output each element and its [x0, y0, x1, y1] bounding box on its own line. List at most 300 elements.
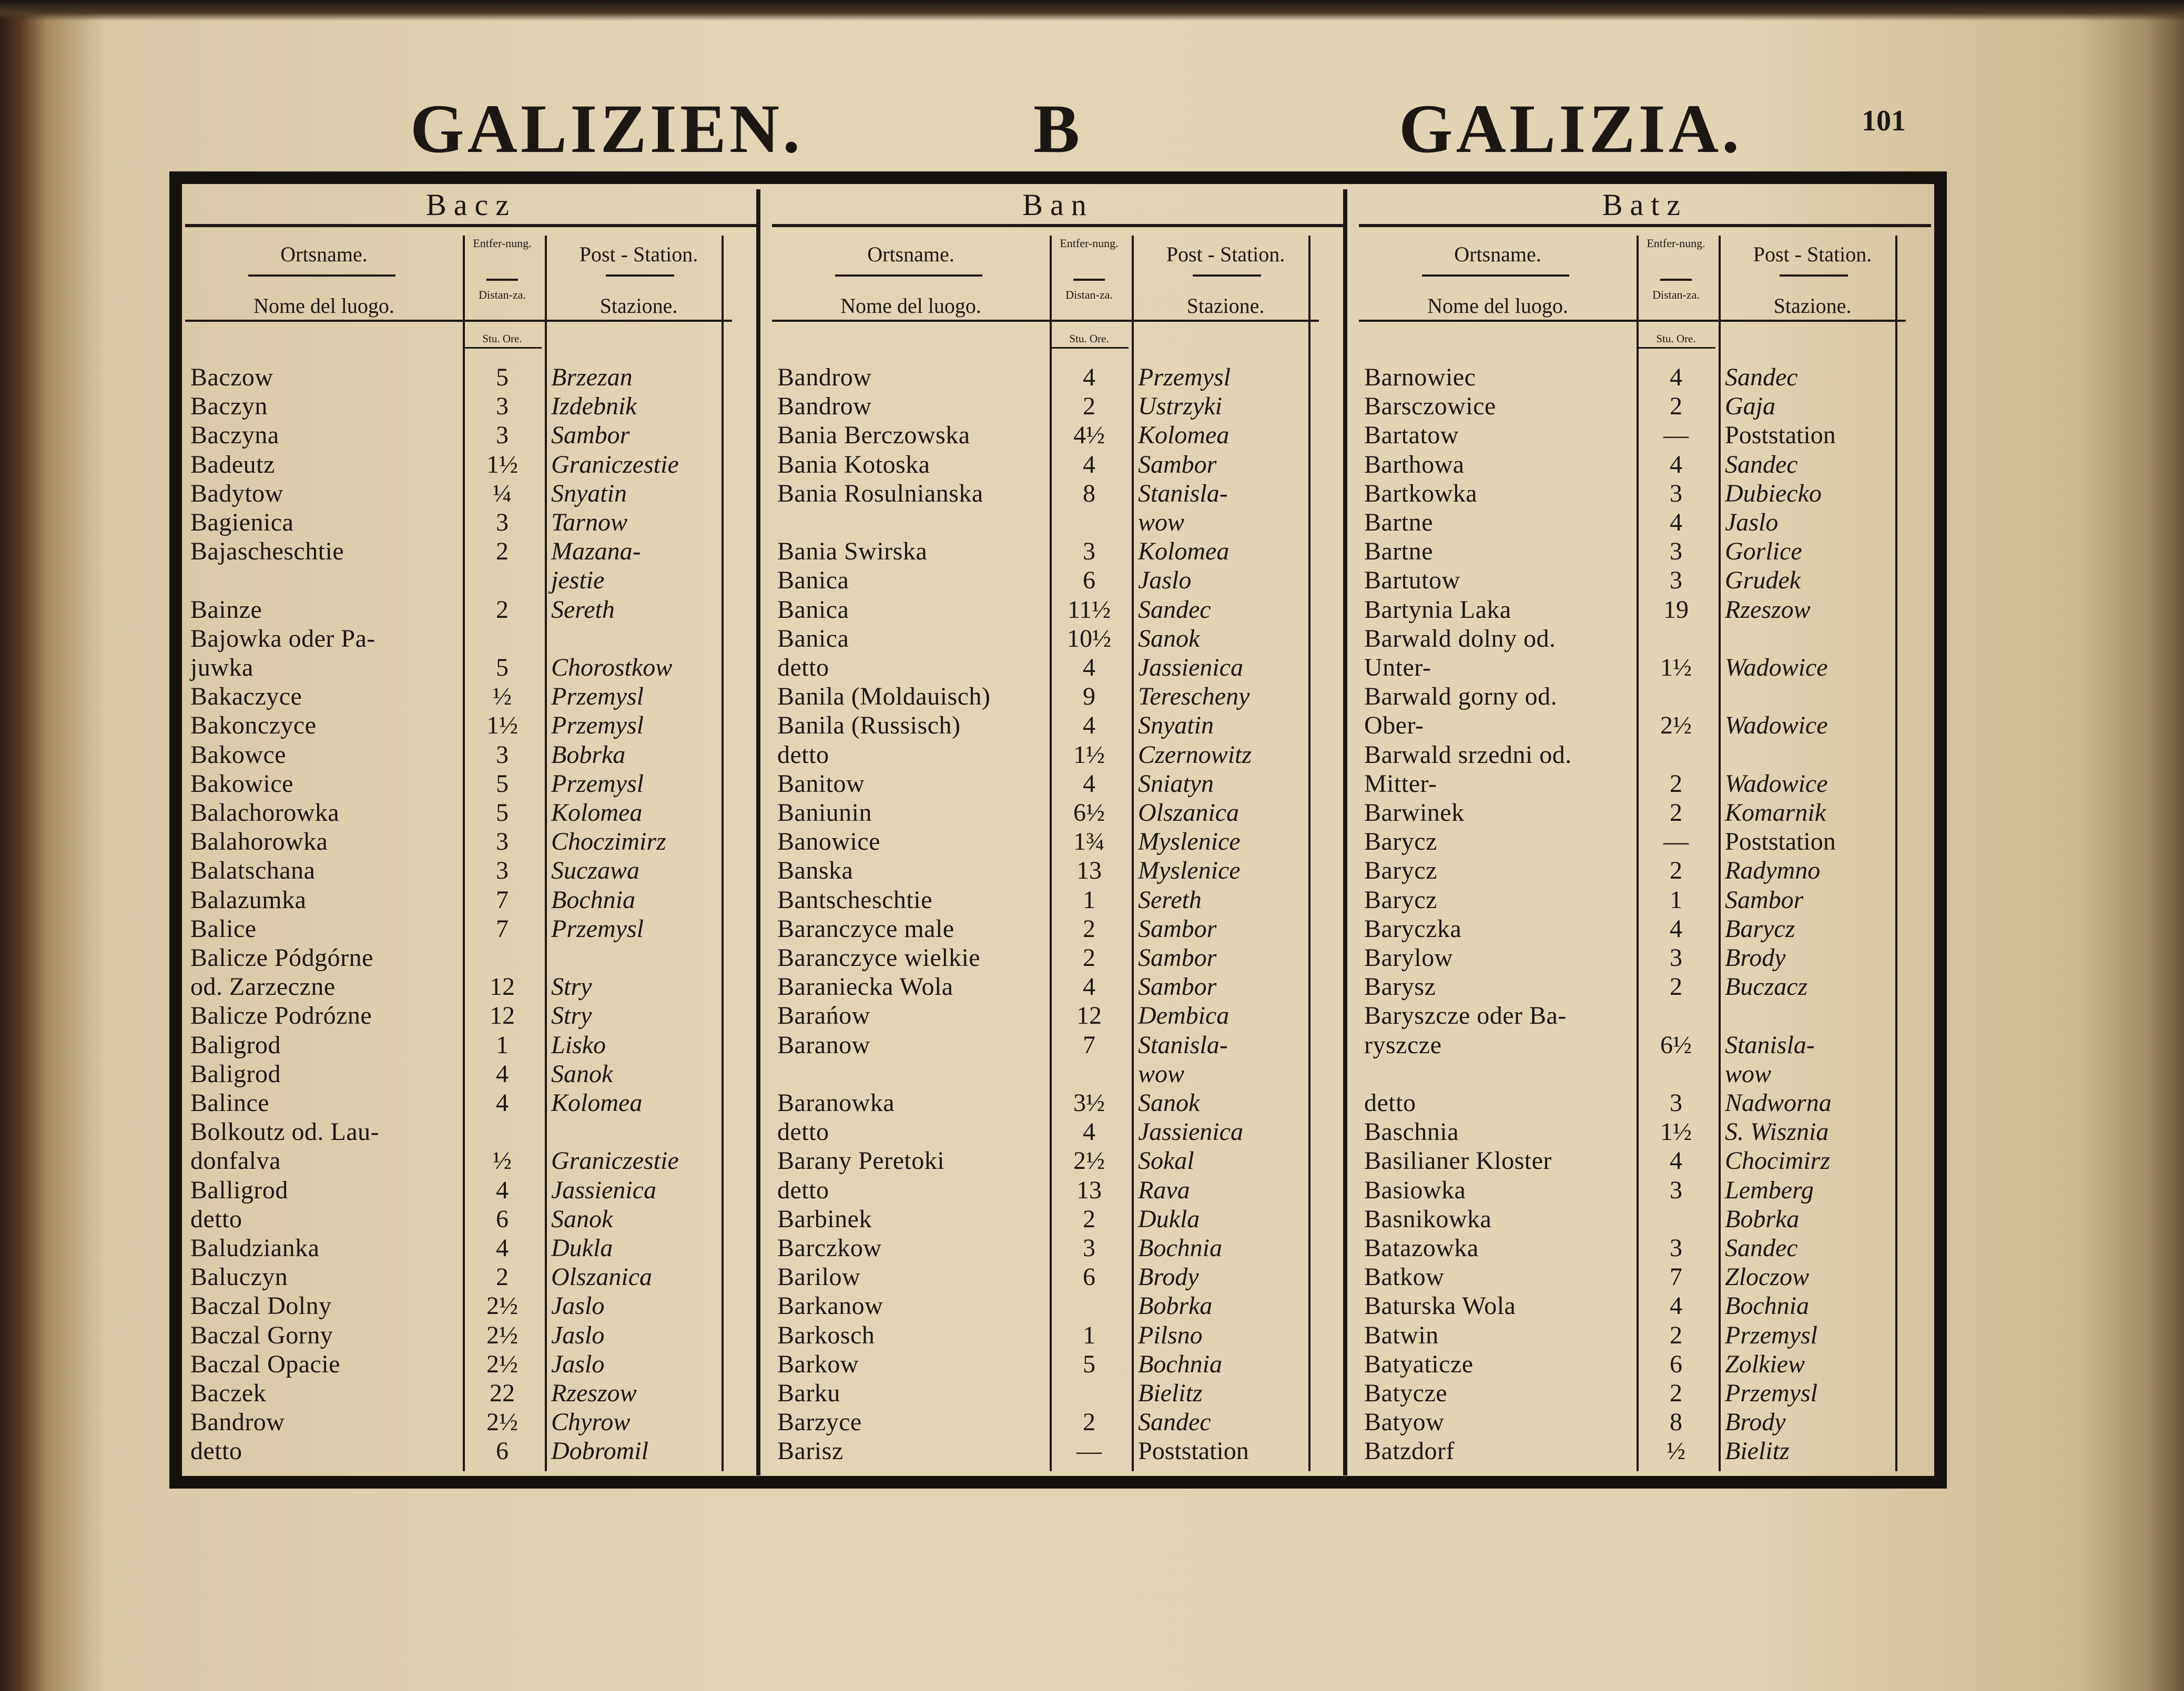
post-station: Sanok	[551, 1060, 613, 1088]
place-name: Balicze Podrózne	[190, 1002, 372, 1030]
column-header-dist-de: Entfer-nung.	[1647, 237, 1705, 250]
column-header-rule	[1073, 279, 1105, 281]
place-name: Barańow	[777, 1002, 870, 1030]
table-row	[1359, 1379, 1931, 1408]
place-name: Balicze Pódgórne	[190, 944, 373, 972]
distance: 3	[496, 740, 509, 769]
place-name: Baschnia	[1364, 1118, 1459, 1146]
place-name: Basilianer Kloster	[1364, 1147, 1552, 1175]
column-header-post-de: Post - Station.	[579, 242, 698, 266]
distance: 3	[1670, 1089, 1682, 1117]
table-row	[772, 740, 1344, 770]
table-row	[185, 624, 757, 654]
table-row	[772, 1001, 1344, 1031]
place-name: Banitow	[777, 769, 865, 798]
distance: 22	[490, 1379, 515, 1407]
distance: 6	[1670, 1350, 1682, 1378]
post-station: Bochnia	[551, 885, 635, 914]
place-name: Balatschana	[190, 857, 316, 885]
post-station: Poststation	[1725, 828, 1836, 856]
place-name: Bakowce	[190, 740, 287, 769]
table-row	[1359, 1291, 1931, 1321]
table-row	[772, 1234, 1344, 1263]
post-station: Sandec	[1725, 363, 1798, 391]
distance: 2	[1670, 857, 1682, 885]
distance: 5	[1083, 1350, 1095, 1378]
distance: 1½	[486, 450, 518, 478]
place-name: Barwald dolny od.	[1364, 624, 1556, 653]
place-name: Batycze	[1364, 1379, 1448, 1407]
distance: 13	[1076, 1176, 1102, 1204]
distance: 2	[1083, 944, 1095, 972]
distance: 5	[496, 363, 509, 391]
table-row	[772, 1205, 1344, 1234]
post-station: Jaslo	[1725, 508, 1779, 536]
post-station: Poststation	[1725, 421, 1836, 450]
post-station: Sandec	[1138, 1408, 1211, 1437]
table-row	[185, 595, 757, 625]
place-name: Barkanow	[777, 1292, 883, 1320]
post-station: Izdebnik	[551, 392, 637, 421]
table-row	[1359, 450, 1931, 480]
distance: 1½	[1073, 740, 1105, 769]
place-name: Badeutz	[190, 450, 275, 478]
place-name: Bandrow	[777, 363, 872, 391]
distance: 5	[496, 769, 509, 798]
post-station: Sereth	[1138, 885, 1202, 914]
place-name: Barwinek	[1364, 799, 1465, 827]
column-header-rule	[1780, 274, 1848, 277]
place-name: Baligrod	[190, 1060, 281, 1088]
column-header-post-it: Stazione.	[1773, 294, 1852, 318]
table-row	[185, 1234, 757, 1263]
column-header-post-it: Stazione.	[1186, 294, 1265, 318]
distance: 4	[1670, 1147, 1682, 1175]
distance: 1	[1670, 885, 1682, 914]
table-row	[772, 943, 1344, 973]
section-title: Batz	[1602, 188, 1688, 222]
distance: 7	[496, 885, 509, 914]
distance: 2	[496, 595, 509, 624]
place-name: detto	[777, 740, 829, 769]
table-row	[185, 711, 757, 740]
table-row	[1359, 624, 1931, 654]
table-row	[772, 1379, 1344, 1408]
distance: 10½	[1067, 624, 1111, 653]
distance: 7	[496, 914, 509, 943]
place-name: Barycz	[1364, 857, 1437, 885]
table-row	[185, 972, 757, 1002]
place-name: detto	[777, 1176, 829, 1204]
place-name: Basnikowka	[1364, 1205, 1492, 1233]
distance: —	[1663, 828, 1689, 856]
place-name: Balazumka	[190, 885, 307, 914]
column-header-dist-it: Distan-za.	[1652, 288, 1700, 301]
table-row	[772, 624, 1344, 654]
column-header-rule	[486, 279, 518, 281]
table-row	[185, 653, 757, 682]
place-name: od. Zarzeczne	[190, 973, 336, 1001]
post-station: Sambor	[551, 421, 630, 450]
table-row	[185, 1117, 757, 1147]
post-station: Mazana-	[551, 537, 641, 566]
column-header-rule	[1193, 274, 1261, 277]
distance: 12	[1076, 1002, 1102, 1030]
distance: 2	[1083, 914, 1095, 943]
place-name: Bakonczyce	[190, 711, 317, 740]
post-station: Brody	[1138, 1263, 1199, 1291]
table-row	[1359, 363, 1931, 392]
distance: 6	[1083, 1263, 1095, 1291]
place-name: Barycz	[1364, 885, 1437, 914]
column-header-rule	[248, 274, 395, 277]
table-row	[1359, 653, 1931, 682]
table-row	[1359, 1176, 1931, 1205]
post-station: Chocimirz	[1725, 1147, 1831, 1175]
distance: 3	[496, 392, 509, 421]
table-row	[772, 1088, 1344, 1118]
post-station: Sandec	[1725, 450, 1798, 478]
distance: 8	[1083, 479, 1095, 507]
post-station: Graniczestie	[551, 450, 679, 478]
table-row	[185, 508, 757, 537]
place-name: Mitter-	[1364, 769, 1437, 798]
table-row	[1359, 479, 1931, 508]
column-header-name-it: Nome del luogo.	[840, 294, 981, 318]
table-row	[185, 885, 757, 915]
table-row	[1359, 914, 1931, 944]
place-name: Banica	[777, 566, 849, 595]
post-station: Dembica	[1138, 1002, 1230, 1030]
table-row	[772, 595, 1344, 625]
post-station: Myslenice	[1138, 828, 1241, 856]
table-row	[185, 566, 757, 595]
distance: 2½	[486, 1292, 518, 1320]
distance: 2½	[1073, 1147, 1105, 1175]
distance: 2	[1670, 799, 1682, 827]
place-name: Baligrod	[190, 1031, 281, 1059]
place-name: Baczal Dolny	[190, 1292, 332, 1320]
post-station: Jassienica	[551, 1176, 656, 1204]
table-row	[1359, 711, 1931, 740]
distance: 4	[1083, 1118, 1095, 1146]
table-row	[1359, 1408, 1931, 1437]
table-row	[1359, 1350, 1931, 1379]
distance: 4	[496, 1234, 509, 1262]
post-station: Stry	[551, 1002, 592, 1030]
place-name: Baryczka	[1364, 914, 1462, 943]
header-bottom-rule	[185, 320, 732, 322]
place-name: Baludzianka	[190, 1234, 320, 1262]
table-row	[772, 1117, 1344, 1147]
post-station: jestie	[551, 566, 605, 595]
post-station: Grudek	[1725, 566, 1801, 595]
place-name: Barku	[777, 1379, 840, 1407]
post-station: Brody	[1725, 1408, 1786, 1437]
distance: 4	[1083, 654, 1095, 681]
distance: 5	[496, 799, 509, 827]
table-row	[1359, 1146, 1931, 1176]
post-station: Stanisla-	[1725, 1031, 1815, 1059]
table-row	[1359, 1234, 1931, 1263]
section-title-rule	[1359, 224, 1931, 227]
distance: 4	[1670, 363, 1682, 391]
place-name: Batyow	[1364, 1408, 1445, 1437]
table-row	[1359, 1117, 1931, 1147]
place-name: Baluczyn	[190, 1263, 288, 1291]
table-row	[185, 1001, 757, 1031]
distance: 4	[1083, 769, 1095, 798]
table-row	[1359, 1031, 1931, 1060]
post-station: Jassienica	[1138, 1118, 1243, 1146]
distance: 2	[496, 1263, 509, 1291]
distance: 3½	[1073, 1089, 1105, 1117]
place-name: Bajowka oder Pa-	[190, 624, 375, 653]
place-name: Badytow	[190, 479, 283, 507]
table-row	[185, 1379, 757, 1408]
post-station: Komarnik	[1725, 799, 1826, 827]
post-station: Kolomea	[551, 799, 643, 827]
distance: 2	[1670, 392, 1682, 421]
distance: 1	[496, 1031, 509, 1059]
place-name: Batwin	[1364, 1321, 1439, 1349]
table-row	[1359, 1205, 1931, 1234]
post-station: Stry	[551, 973, 592, 1001]
post-station: Gaja	[1725, 392, 1775, 421]
post-station: Snyatin	[551, 479, 627, 507]
post-station: Sokal	[1138, 1147, 1194, 1175]
table-row	[772, 1060, 1344, 1089]
table-row	[1359, 508, 1931, 537]
place-name: juwka	[190, 654, 253, 681]
column-header-dist-de: Entfer-nung.	[1060, 237, 1119, 250]
section-title: Bacz	[426, 188, 516, 222]
post-station: Sandec	[1138, 595, 1211, 624]
distance: 3	[1670, 537, 1682, 566]
distance: 6½	[1660, 1031, 1692, 1059]
page-number: 101	[1862, 105, 1906, 137]
table-row	[185, 537, 757, 566]
place-name: Baranowka	[777, 1089, 895, 1117]
column-header-rule	[835, 274, 982, 277]
post-station: Przemysl	[1725, 1379, 1817, 1407]
table-row	[772, 1408, 1344, 1437]
distance: 2½	[1660, 711, 1692, 740]
place-name: Banila (Russisch)	[777, 711, 961, 740]
place-name: Barylow	[1364, 944, 1453, 972]
place-name: Baczyna	[190, 421, 279, 450]
table-row	[185, 943, 757, 973]
distance: 4½	[1073, 421, 1105, 450]
section-bacz	[185, 189, 757, 1478]
distance: 6½	[1073, 799, 1105, 827]
post-station: Jaslo	[1138, 566, 1192, 595]
place-name: Bania Swirska	[777, 537, 928, 566]
place-name: Bantscheschtie	[777, 885, 932, 914]
table-row	[1359, 1088, 1931, 1118]
place-name: Bartatow	[1364, 421, 1459, 450]
place-name: Barzyce	[777, 1408, 862, 1437]
place-name: Barthowa	[1364, 450, 1465, 478]
place-name: Barbinek	[777, 1205, 872, 1233]
table-row	[772, 363, 1344, 392]
post-station: Przemysl	[551, 682, 644, 711]
place-name: Barwald gorny od.	[1364, 682, 1558, 711]
distance: 1	[1083, 885, 1095, 914]
post-station: Bochnia	[1725, 1292, 1809, 1320]
distance: 9	[1083, 682, 1095, 711]
distance: 2½	[486, 1408, 518, 1437]
place-name: Baczek	[190, 1379, 267, 1407]
place-name: Bartutow	[1364, 566, 1460, 595]
distance: 3	[1670, 1176, 1682, 1204]
place-name: detto	[1364, 1089, 1416, 1117]
table-row	[185, 392, 757, 421]
post-station: Rzeszow	[1725, 595, 1811, 624]
place-name: Barkosch	[777, 1321, 875, 1349]
table-row	[185, 1205, 757, 1234]
place-name: Barczkow	[777, 1234, 882, 1262]
column-header-rule	[1660, 279, 1692, 281]
place-name: Banica	[777, 595, 849, 624]
table-row	[185, 1437, 757, 1466]
header-right-title: GALIZIA.	[1399, 90, 1743, 167]
place-name: Bartkowka	[1364, 479, 1478, 507]
table-row	[1359, 421, 1931, 450]
column-header-name-it: Nome del luogo.	[1427, 294, 1568, 318]
place-name: Batkow	[1364, 1263, 1445, 1291]
post-station: Olszanica	[551, 1263, 652, 1291]
post-station: S. Wisznia	[1725, 1118, 1829, 1146]
table-row	[772, 885, 1344, 915]
table-row	[1359, 537, 1931, 566]
header-bottom-rule	[1359, 320, 1906, 322]
place-name: donfalva	[190, 1147, 281, 1175]
table-row	[185, 914, 757, 944]
place-name: Bandrow	[777, 392, 872, 421]
distance: 6	[496, 1437, 509, 1465]
post-station: Sereth	[551, 595, 615, 624]
post-station: Jaslo	[551, 1292, 605, 1320]
place-name: Barilow	[777, 1263, 861, 1291]
distance: 4	[496, 1089, 509, 1117]
place-name: Bagienica	[190, 508, 294, 536]
place-name: Banila (Moldauisch)	[777, 682, 991, 711]
table-row	[772, 1031, 1344, 1060]
distance: 4	[1083, 363, 1095, 391]
post-station: Zolkiew	[1725, 1350, 1805, 1378]
distance: 3	[1670, 479, 1682, 507]
header-left-title: GALIZIEN.	[410, 90, 804, 167]
place-name: Banska	[777, 857, 854, 885]
post-station: Pilsno	[1138, 1321, 1203, 1349]
distance: 1	[1083, 1321, 1095, 1349]
post-station: Sambor	[1138, 450, 1217, 478]
column-header-rule	[1422, 274, 1569, 277]
table-row	[185, 479, 757, 508]
post-station: Sambor	[1138, 973, 1217, 1001]
distance: 6	[1083, 566, 1095, 595]
post-station: Sambor	[1138, 914, 1217, 943]
post-station: Bochnia	[1138, 1234, 1222, 1262]
place-name: Baryszcze oder Ba-	[1364, 1002, 1567, 1030]
place-name: Baraniecka Wola	[777, 973, 953, 1001]
distance: 8	[1670, 1408, 1682, 1437]
place-name: Balahorowka	[190, 828, 328, 856]
table-row	[1359, 392, 1931, 421]
place-name: Baczow	[190, 363, 273, 391]
distance: 3	[1670, 566, 1682, 595]
distance: —	[1076, 1437, 1102, 1465]
post-station: Dubiecko	[1725, 479, 1822, 507]
column-header-name-de: Ortsname.	[867, 242, 954, 266]
distance: 2	[1670, 769, 1682, 798]
distance: 4	[1670, 450, 1682, 478]
post-station: Suczawa	[551, 857, 639, 885]
place-name: Barycz	[1364, 828, 1437, 856]
post-station: Przemysl	[1138, 363, 1231, 391]
distance: 4	[496, 1176, 509, 1204]
post-station: Chorostkow	[551, 654, 673, 681]
post-station: Bochnia	[1138, 1350, 1222, 1378]
distance: 4	[1083, 711, 1095, 740]
header-bottom-rule	[772, 320, 1319, 322]
place-name: Batzdorf	[1364, 1437, 1455, 1465]
table-row	[772, 450, 1344, 480]
post-station: Przemysl	[1725, 1321, 1817, 1349]
distance: 6	[496, 1205, 509, 1233]
table-row	[1359, 740, 1931, 770]
unit-rule	[1050, 347, 1129, 349]
table-row	[772, 1176, 1344, 1205]
distance: 3	[1083, 537, 1095, 566]
table-row	[772, 798, 1344, 828]
distance: 2	[1083, 1205, 1095, 1233]
post-station: Bobrka	[551, 740, 626, 769]
table-row	[772, 827, 1344, 857]
place-name: Bolkoutz od. Lau-	[190, 1118, 380, 1146]
place-name: Bandrow	[190, 1408, 285, 1437]
place-name: ryszcze	[1364, 1031, 1442, 1059]
page-top-edge	[0, 0, 2184, 21]
post-station: Chyrow	[551, 1408, 631, 1437]
section-title-rule	[772, 224, 1344, 227]
post-station: Myslenice	[1138, 857, 1241, 885]
table-row	[1359, 1321, 1931, 1350]
distance: 2	[1670, 973, 1682, 1001]
column-header-post-de: Post - Station.	[1753, 242, 1872, 266]
place-name: Barsczowice	[1364, 392, 1496, 421]
post-station: Bielitz	[1725, 1437, 1790, 1465]
table-row	[185, 1031, 757, 1060]
section-title-rule	[185, 224, 757, 227]
place-name: Bajascheschtie	[190, 537, 344, 566]
post-station: Choczimirz	[551, 828, 666, 856]
table-row	[772, 972, 1344, 1002]
table-row	[185, 1176, 757, 1205]
place-name: Balice	[190, 914, 257, 943]
table-row	[185, 421, 757, 450]
distance: 3	[496, 828, 509, 856]
post-station: Jaslo	[551, 1350, 605, 1378]
distance: ¼	[493, 479, 512, 507]
table-row	[772, 1146, 1344, 1176]
table-row	[1359, 943, 1931, 973]
distance: 2½	[486, 1321, 518, 1349]
place-name: Bartne	[1364, 508, 1433, 536]
post-station: Snyatin	[1138, 711, 1214, 740]
post-station: Dobromil	[551, 1437, 648, 1465]
